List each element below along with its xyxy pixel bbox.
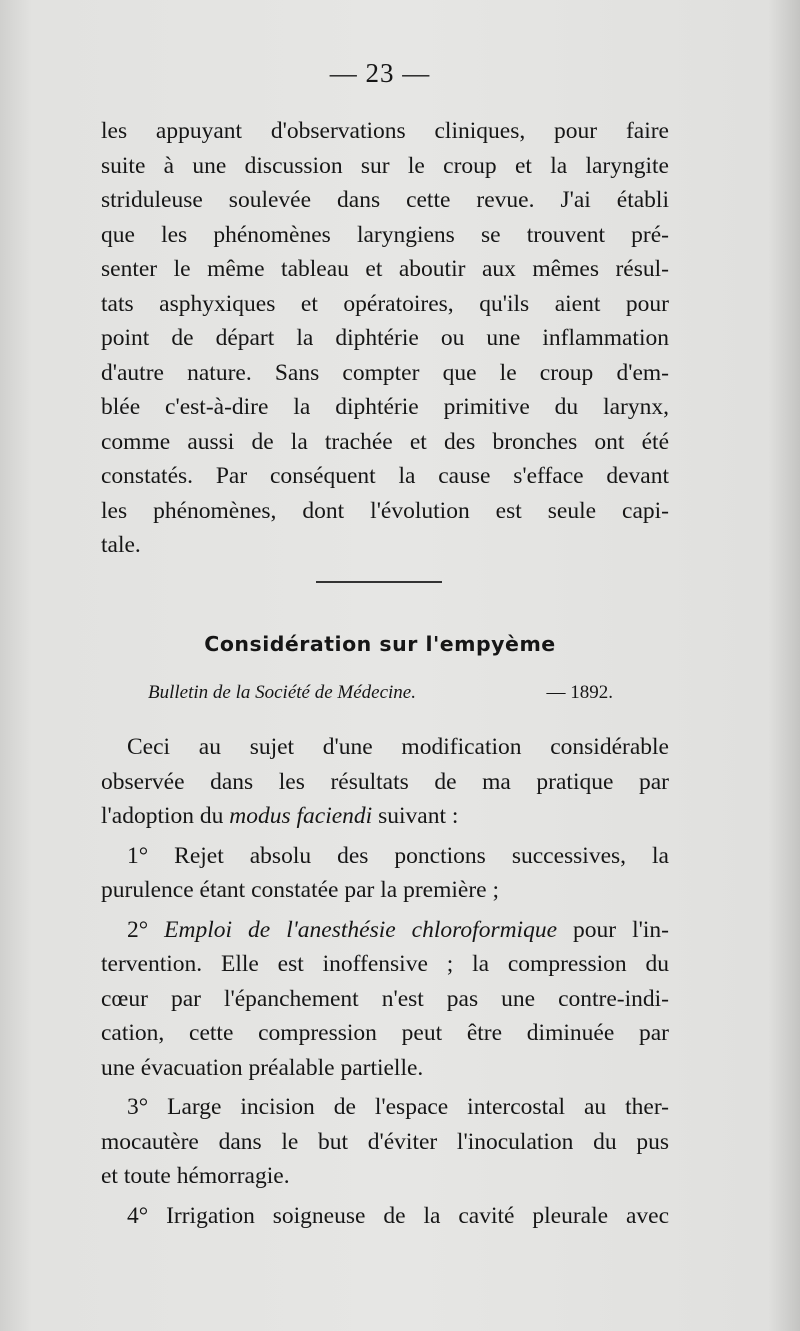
text-line: tale.: [101, 532, 141, 558]
text-line: que les phénomènes laryngiens se trouvent pré-: [101, 221, 669, 248]
text-line: 4° Irrigation soigneuse de la cavité pleurale avec: [127, 1202, 669, 1229]
text-line: purulence étant constatée par la première ;: [101, 877, 499, 903]
text-line: observée dans les résultats de ma pratique par: [101, 768, 669, 795]
text-line: cœur par l'épanchement n'est pas une contre-indi-: [101, 985, 669, 1012]
text-line: et toute hémorragie.: [101, 1163, 290, 1189]
page-number: — 23 —: [329, 58, 431, 88]
list-item-4: [101, 1199, 669, 1234]
text-line: les phénomènes, dont l'évolution est seule capi-: [101, 497, 669, 524]
text-line: d'autre nature. Sans compter que le croup d'em-: [101, 359, 669, 386]
list-item-3: [101, 1090, 669, 1194]
italic-phrase: modus faciendi: [229, 803, 373, 829]
paragraph-croup: [101, 114, 669, 563]
text-line: comme aussi de la trachée et des bronches ont été: [101, 428, 669, 455]
text-line: striduleuse soulevée dans cette revue. J'ai établi: [101, 187, 669, 213]
text-line: cation, cette compression peut être diminuée par: [101, 1020, 669, 1046]
section-heading: Considération sur l'empyème: [204, 632, 556, 656]
list-item-1: [101, 839, 669, 908]
text-line: senter le même tableau et aboutir aux mêmes résul-: [101, 256, 669, 282]
text-line: l'adoption du modus faciendi suivant :: [101, 803, 459, 829]
text-line: Ceci au sujet d'une modification considérable: [127, 734, 669, 760]
text-line: tervention. Elle est inoffensive ; la compression du: [101, 951, 669, 977]
text-line: mocautère dans le but d'éviter l'inoculation du pus: [101, 1128, 669, 1155]
source-citation: [148, 682, 613, 704]
text-line: une évacuation préalable partielle.: [101, 1054, 424, 1081]
source-title: Bulletin de la Société de Médecine.: [148, 682, 416, 703]
section-divider: [316, 581, 442, 583]
paragraph-empyeme: [101, 730, 669, 1233]
text-line: les appuyant d'observations cliniques, pour faire: [101, 118, 669, 144]
text-line: suite à une discussion sur le croup et la laryngite: [101, 152, 669, 179]
list-item-2: [101, 913, 669, 1086]
italic-phrase: Emploi de l'anesthésie chloroformique: [164, 916, 558, 943]
source-year: — 1892.: [546, 682, 613, 703]
text-line: tats asphyxiques et opératoires, qu'ils aient pour: [101, 290, 669, 317]
text-line: point de départ la diphtérie ou une inflammation: [101, 325, 669, 351]
text-line: 3° Large incision de l'espace intercostal au ther-: [127, 1094, 669, 1120]
text-line: blée c'est-à-dire la diphtérie primitive du larynx,: [101, 394, 669, 420]
text-line: 2° Emploi de l'anesthésie chloroformique pour l'in-: [127, 916, 669, 943]
text-line: 1° Rejet absolu des ponctions successives, la: [127, 842, 669, 869]
text-line: constatés. Par conséquent la cause s'efface devant: [101, 463, 669, 489]
